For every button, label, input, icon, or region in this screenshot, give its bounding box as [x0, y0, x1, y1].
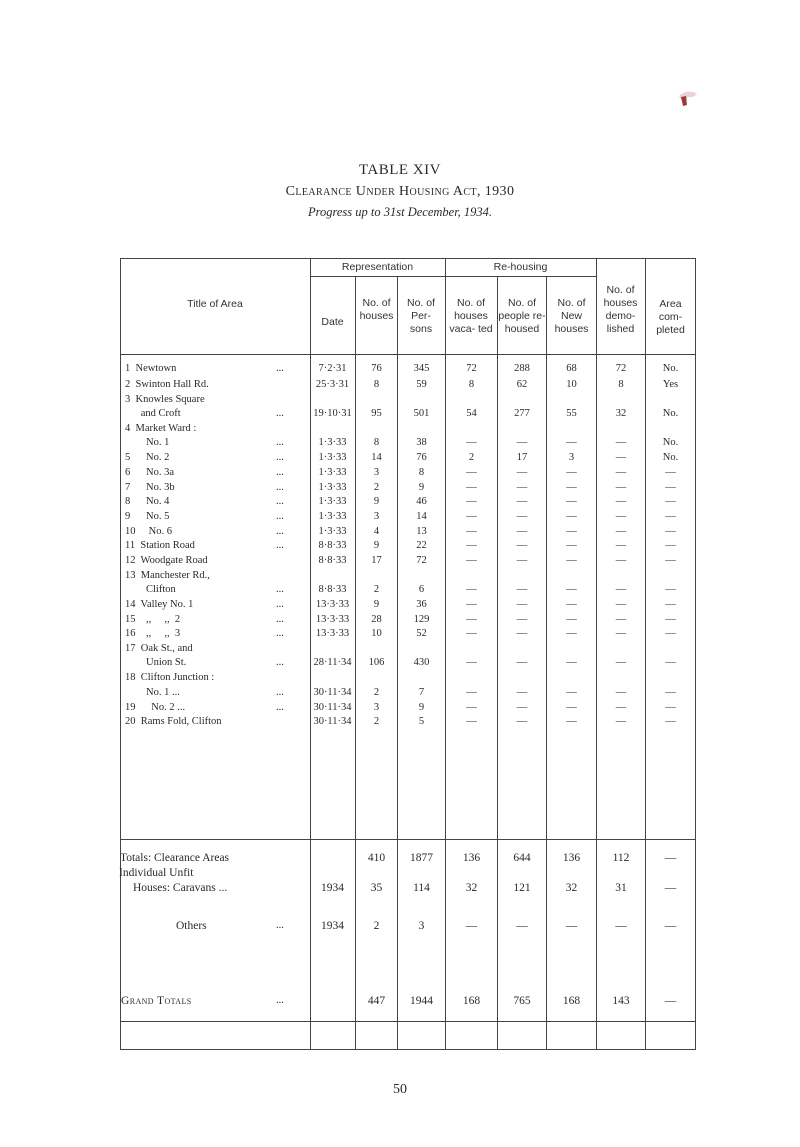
- cell-date: 30·11·34: [313, 702, 352, 713]
- row-title: 7 No. 3b: [125, 482, 175, 493]
- row-title: 12 Woodgate Road: [125, 555, 208, 566]
- grand-totals-rule: [120, 1021, 696, 1022]
- row-title: 18 Clifton Junction :: [125, 672, 215, 683]
- cell-completed: —: [665, 687, 676, 698]
- row-title: 11 Station Road: [125, 540, 195, 551]
- cell-date: 1·3·33: [318, 437, 347, 448]
- cell-rehoused: —: [516, 702, 528, 713]
- cell-new: —: [566, 657, 577, 668]
- cell-date: 1·3·33: [318, 496, 347, 507]
- header-rehousing: Re-housing: [493, 261, 548, 273]
- cell-vacated: —: [466, 599, 477, 610]
- cell-vacated: —: [466, 540, 477, 551]
- row-title: Union St.: [125, 657, 187, 668]
- row-leader-dots: ...: [276, 628, 284, 639]
- row-title: 6 No. 3a: [125, 467, 174, 478]
- totals-others-new: —: [565, 920, 578, 932]
- cell-new: —: [566, 526, 577, 537]
- row-leader-dots: ...: [276, 614, 284, 625]
- cell-rehoused: —: [516, 482, 528, 493]
- cell-vacated: —: [466, 467, 477, 478]
- cell-persons: 9: [418, 702, 425, 713]
- table-top-rule: [120, 258, 696, 259]
- totals-clearance-rehoused: 644: [513, 852, 531, 864]
- totals-others-demolished: —: [615, 920, 627, 932]
- cell-demolished: —: [615, 702, 627, 713]
- cell-completed: —: [665, 614, 676, 625]
- cell-persons: 22: [416, 540, 427, 551]
- cell-completed: —: [665, 467, 676, 478]
- cell-new: 10: [566, 379, 577, 390]
- cell-vacated: —: [466, 584, 477, 595]
- cell-date: 8·8·33: [318, 555, 347, 566]
- cell-demolished: 32: [615, 408, 627, 419]
- cell-vacated: —: [466, 526, 477, 537]
- cell-persons: 59: [416, 379, 427, 390]
- cell-date: 13·3·33: [315, 614, 350, 625]
- cell-new: —: [566, 584, 577, 595]
- cell-vacated: —: [466, 496, 477, 507]
- row-title: 16 ,, ,, 3: [125, 628, 181, 639]
- cell-houses: 106: [368, 657, 385, 668]
- cell-persons: 501: [413, 408, 430, 419]
- cell-houses: 9: [373, 496, 380, 507]
- cell-houses: 9: [373, 540, 380, 551]
- cell-rehoused: 288: [514, 363, 530, 374]
- cell-persons: 13: [416, 526, 427, 537]
- cell-houses: 9: [373, 599, 380, 610]
- cell-vacated: 2: [468, 452, 475, 463]
- cell-rehoused: —: [516, 628, 528, 639]
- cell-rehoused: 62: [516, 379, 528, 390]
- clearance-table: [120, 232, 696, 1050]
- cell-completed: No.: [662, 452, 679, 463]
- cell-houses: 28: [371, 614, 382, 625]
- cell-completed: Yes: [662, 379, 679, 390]
- row-leader-dots: ...: [276, 363, 284, 374]
- cell-vacated: 8: [468, 379, 475, 390]
- cell-persons: 72: [416, 555, 427, 566]
- group-rule: [310, 276, 596, 277]
- header-houses: No. of houses: [359, 297, 394, 322]
- cell-date: 1·3·33: [318, 467, 347, 478]
- row-leader-dots: ...: [276, 482, 284, 493]
- cell-completed: —: [665, 628, 676, 639]
- cell-date: 1·3·33: [318, 482, 347, 493]
- cell-completed: —: [665, 540, 676, 551]
- cell-completed: No.: [662, 408, 679, 419]
- cell-houses: 2: [373, 584, 380, 595]
- row-leader-dots: ...: [276, 599, 284, 610]
- totals-clearance-demolished: 112: [612, 852, 630, 864]
- cell-persons: 52: [416, 628, 427, 639]
- cell-completed: —: [665, 555, 676, 566]
- cell-vacated: —: [466, 511, 477, 522]
- cell-persons: 38: [416, 437, 427, 448]
- totals-label-grand: Grand Totals: [121, 995, 192, 1007]
- cell-houses: 2: [373, 482, 380, 493]
- cell-persons: 14: [416, 511, 427, 522]
- cell-vacated: —: [466, 687, 477, 698]
- cell-new: 55: [566, 408, 577, 419]
- cell-vacated: —: [466, 555, 477, 566]
- totals-grand-houses: 447: [367, 995, 386, 1007]
- totals-others-completed: —: [664, 920, 677, 932]
- row-leader-dots: ...: [276, 467, 284, 478]
- cell-demolished: —: [615, 716, 627, 727]
- cell-completed: —: [665, 482, 676, 493]
- cell-vacated: —: [466, 614, 477, 625]
- cell-demolished: —: [615, 628, 627, 639]
- cell-rehoused: —: [516, 526, 528, 537]
- cell-demolished: —: [615, 657, 627, 668]
- cell-completed: —: [665, 511, 676, 522]
- row-title: 20 Rams Fold, Clifton: [125, 716, 222, 727]
- cell-persons: 8: [418, 467, 425, 478]
- header-vacated: No. of houses vaca- ted: [449, 297, 493, 335]
- cell-demolished: —: [615, 437, 627, 448]
- row-leader-dots: ...: [276, 657, 284, 668]
- totals-label-caravans: Houses: Caravans ...: [133, 882, 228, 894]
- cell-persons: 76: [416, 452, 427, 463]
- cell-demolished: —: [615, 687, 627, 698]
- cell-houses: 17: [371, 555, 382, 566]
- cell-rehoused: —: [516, 614, 528, 625]
- cell-demolished: —: [615, 511, 627, 522]
- totals-clearance-vacated: 136: [462, 852, 481, 864]
- cell-houses: 8: [373, 379, 380, 390]
- cell-new: —: [566, 702, 577, 713]
- totals-caravans-new: 32: [565, 882, 578, 894]
- left-border: [120, 258, 121, 1050]
- cell-new: 3: [568, 452, 575, 463]
- cell-completed: —: [665, 657, 676, 668]
- totals-leader-dots: ...: [276, 920, 284, 931]
- cell-completed: No.: [662, 437, 679, 448]
- cell-demolished: —: [615, 526, 627, 537]
- cell-persons: 129: [413, 614, 430, 625]
- totals-grand-completed: —: [664, 995, 677, 1007]
- cell-vacated: —: [466, 482, 477, 493]
- cell-rehoused: —: [516, 496, 528, 507]
- cell-persons: 7: [418, 687, 425, 698]
- cell-houses: 76: [371, 363, 382, 374]
- totals-caravans-houses: 35: [370, 882, 383, 894]
- cell-houses: 14: [371, 452, 382, 463]
- cell-persons: 345: [413, 363, 430, 374]
- cell-demolished: —: [615, 599, 627, 610]
- cell-new: —: [566, 437, 577, 448]
- row-title: 10 No. 6: [125, 526, 172, 537]
- cell-date: 1·3·33: [318, 526, 347, 537]
- cell-new: —: [566, 511, 577, 522]
- row-title: No. 1: [125, 437, 170, 448]
- row-leader-dots: ...: [276, 437, 284, 448]
- cell-persons: 6: [418, 584, 425, 595]
- unfit-label: Individual Unfit: [119, 867, 194, 879]
- totals-others-persons: 3: [418, 920, 425, 932]
- row-title: 4 Market Ward :: [125, 423, 197, 434]
- header-area-completed: Area com- pleted: [656, 298, 685, 336]
- cell-houses: 2: [373, 687, 380, 698]
- cell-new: 68: [566, 363, 577, 374]
- cell-date: 13·3·33: [315, 599, 350, 610]
- row-leader-dots: ...: [276, 452, 284, 463]
- cell-rehoused: —: [516, 511, 528, 522]
- totals-clearance-houses: 410: [367, 852, 386, 864]
- cell-new: —: [566, 628, 577, 639]
- totals-others-rehoused: —: [516, 920, 528, 932]
- row-leader-dots: ...: [276, 511, 284, 522]
- row-title: 9 No. 5: [125, 511, 170, 522]
- totals-caravans-vacated: 32: [465, 882, 478, 894]
- cell-date: 30·11·34: [313, 687, 352, 698]
- cell-new: —: [566, 467, 577, 478]
- totals-others-houses: 2: [373, 920, 380, 932]
- totals-others-date: 1934: [321, 920, 344, 932]
- cell-rehoused: —: [516, 555, 528, 566]
- row-leader-dots: ...: [276, 540, 284, 551]
- header-persons: No. of Per- sons: [406, 297, 435, 335]
- row-title: 19 No. 2 ...: [125, 702, 186, 713]
- cell-completed: —: [665, 702, 676, 713]
- cell-houses: 3: [373, 511, 380, 522]
- page-number: 50: [393, 1082, 407, 1097]
- totals-grand-persons: 1944: [410, 995, 433, 1007]
- cell-completed: —: [665, 496, 676, 507]
- table-subtitle: Clearance Under Housing Act, 1930: [285, 184, 515, 199]
- row-title: 13 Manchester Rd.,: [125, 570, 210, 581]
- totals-caravans-rehoused: 121: [513, 882, 531, 894]
- cell-demolished: —: [615, 452, 627, 463]
- totals-label-others: Others: [176, 920, 207, 932]
- cell-persons: 430: [413, 657, 430, 668]
- cell-houses: 4: [373, 526, 380, 537]
- cell-demolished: —: [615, 540, 627, 551]
- cell-persons: 46: [416, 496, 427, 507]
- header-date: Date: [321, 316, 344, 328]
- cell-demolished: —: [615, 496, 627, 507]
- row-leader-dots: ...: [276, 687, 284, 698]
- cell-completed: —: [665, 716, 676, 727]
- cell-date: 7·2·31: [318, 363, 347, 374]
- row-title: 8 No. 4: [125, 496, 170, 507]
- row-leader-dots: ...: [276, 496, 284, 507]
- row-title: Clifton: [125, 584, 176, 595]
- cell-demolished: —: [615, 555, 627, 566]
- cell-completed: —: [665, 599, 676, 610]
- cell-persons: 36: [416, 599, 427, 610]
- row-title: 3 Knowles Square: [125, 394, 205, 405]
- row-title: 2 Swinton Hall Rd.: [125, 379, 209, 390]
- cell-houses: 2: [373, 716, 380, 727]
- cell-date: 25·3·31: [315, 379, 350, 390]
- totals-grand-vacated: 168: [462, 995, 481, 1007]
- cell-houses: 95: [371, 408, 382, 419]
- header-bottom-rule: [120, 354, 696, 355]
- row-leader-dots: ...: [276, 408, 284, 419]
- cell-demolished: —: [615, 584, 627, 595]
- row-title: 5 No. 2: [125, 452, 170, 463]
- row-title: 14 Valley No. 1: [125, 599, 194, 610]
- cell-date: 8·8·33: [318, 540, 347, 551]
- cell-persons: 9: [418, 482, 425, 493]
- cell-demolished: —: [615, 614, 627, 625]
- cell-date: 30·11·34: [313, 716, 352, 727]
- cell-rehoused: 17: [516, 452, 528, 463]
- totals-caravans-date: 1934: [321, 882, 344, 894]
- scan-mark-icon: [675, 88, 701, 110]
- cell-new: —: [566, 482, 577, 493]
- progress-caption: Progress up to 31st December, 1934.: [307, 205, 493, 219]
- cell-completed: —: [665, 526, 676, 537]
- cell-persons: 5: [418, 716, 425, 727]
- cell-vacated: —: [466, 628, 477, 639]
- cell-rehoused: —: [516, 584, 528, 595]
- cell-rehoused: —: [516, 687, 528, 698]
- cell-vacated: —: [466, 657, 477, 668]
- totals-label-clearance: Totals: Clearance Areas: [120, 852, 230, 864]
- row-title: 17 Oak St., and: [125, 643, 193, 654]
- row-title: No. 1 ...: [125, 687, 180, 698]
- totals-caravans-completed: —: [664, 882, 677, 894]
- totals-clearance-new: 136: [562, 852, 581, 864]
- header-rehoused: No. of people re- housed: [498, 297, 546, 335]
- cell-date: 1·3·33: [318, 511, 347, 522]
- right-border: [695, 258, 696, 1050]
- cell-vacated: 72: [466, 363, 477, 374]
- cell-rehoused: —: [516, 657, 528, 668]
- cell-rehoused: —: [516, 716, 528, 727]
- totals-caravans-persons: 114: [413, 882, 430, 894]
- cell-new: —: [566, 687, 577, 698]
- cell-demolished: —: [615, 482, 627, 493]
- cell-vacated: —: [466, 716, 477, 727]
- cell-vacated: —: [466, 437, 477, 448]
- row-title: 1 Newtown: [125, 363, 177, 374]
- header-representation: Representation: [341, 261, 414, 273]
- cell-vacated: —: [466, 702, 477, 713]
- cell-date: 13·3·33: [315, 628, 350, 639]
- row-leader-dots: ...: [276, 702, 284, 713]
- cell-rehoused: —: [516, 437, 528, 448]
- header-demolished: No. of houses demo- lished: [603, 284, 638, 335]
- cell-new: —: [566, 540, 577, 551]
- cell-houses: 8: [373, 437, 380, 448]
- cell-completed: No.: [662, 363, 679, 374]
- totals-others-vacated: —: [465, 920, 478, 932]
- cell-rehoused: —: [516, 599, 528, 610]
- table-label: TABLE XIV: [358, 162, 442, 178]
- totals-grand-rehoused: 765: [513, 995, 531, 1007]
- totals-caravans-demolished: 31: [615, 882, 627, 894]
- cell-date: 8·8·33: [318, 584, 347, 595]
- totals-leader-dots: ...: [276, 995, 284, 1006]
- totals-clearance-persons: 1877: [410, 852, 433, 864]
- cell-completed: —: [665, 584, 676, 595]
- cell-rehoused: —: [516, 540, 528, 551]
- cell-demolished: —: [615, 467, 627, 478]
- cell-date: 1·3·33: [318, 452, 347, 463]
- cell-rehoused: 277: [514, 408, 530, 419]
- cell-new: —: [566, 555, 577, 566]
- row-leader-dots: ...: [276, 584, 284, 595]
- row-title: 15 ,, ,, 2: [125, 614, 181, 625]
- cell-new: —: [566, 599, 577, 610]
- totals-grand-demolished: 143: [612, 995, 630, 1007]
- totals-clearance-completed: —: [664, 852, 677, 864]
- header-new-houses: No. of New houses: [554, 297, 589, 335]
- cell-new: —: [566, 614, 577, 625]
- row-leader-dots: ...: [276, 526, 284, 537]
- cell-new: —: [566, 496, 577, 507]
- totals-grand-new: 168: [562, 995, 581, 1007]
- cell-demolished: 72: [615, 363, 627, 374]
- table-bottom-rule: [120, 1049, 696, 1050]
- cell-rehoused: —: [516, 467, 528, 478]
- cell-houses: 10: [371, 628, 382, 639]
- cell-vacated: 54: [466, 408, 477, 419]
- header-title-of-area: Title of Area: [187, 298, 243, 310]
- cell-houses: 3: [373, 702, 380, 713]
- cell-date: 19·10·31: [313, 408, 352, 419]
- cell-new: —: [566, 716, 577, 727]
- totals-rule: [120, 839, 696, 840]
- cell-houses: 3: [373, 467, 380, 478]
- cell-date: 28·11·34: [313, 657, 352, 668]
- cell-demolished: 8: [618, 379, 624, 390]
- row-title: and Croft: [125, 408, 181, 419]
